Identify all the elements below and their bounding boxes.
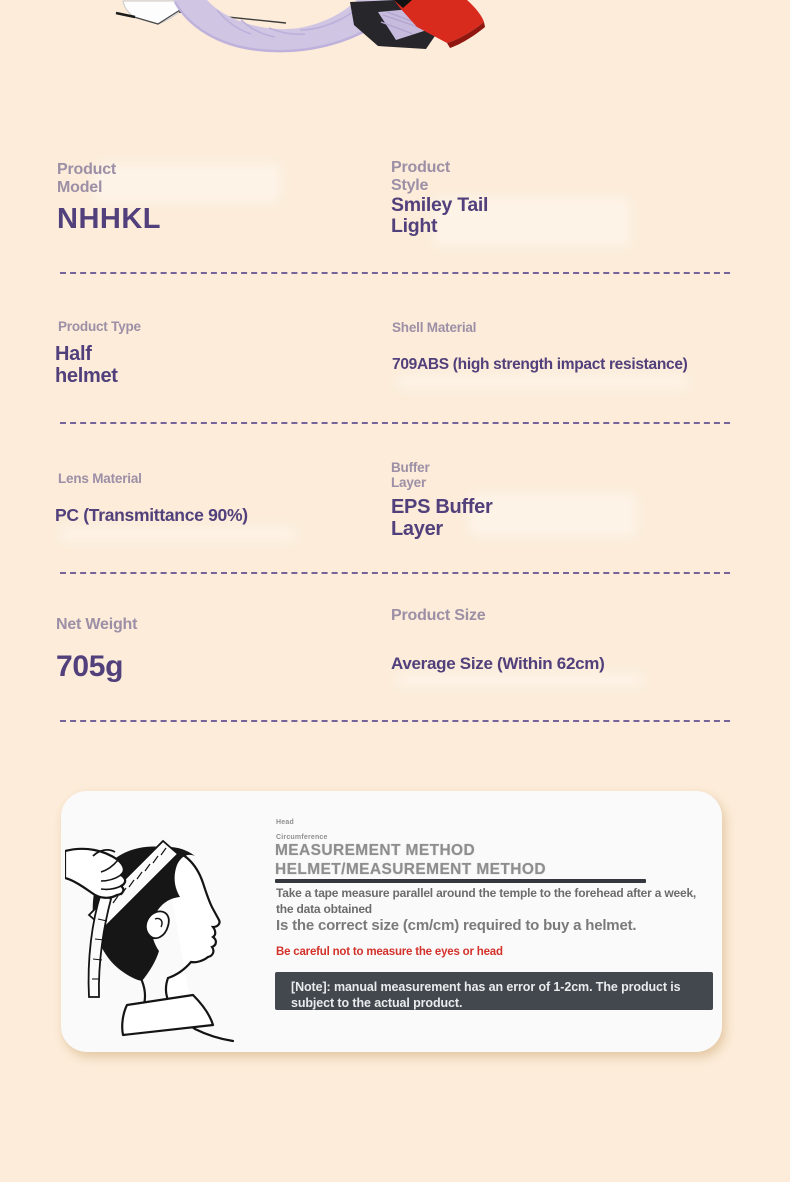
heading-underline <box>275 879 646 883</box>
translation-ghost <box>58 526 298 542</box>
spec-label-lens-material: Lens Material <box>58 471 142 486</box>
instruction-text: Take a tape measure parallel around the temple to the forehead after a week, the data obtained <box>276 886 697 916</box>
spec-value-product-size: Average Size (Within 62cm) <box>391 654 605 673</box>
measurement-illustration <box>65 799 253 1045</box>
spec-value-lens-material: PC (Transmittance 90%) <box>55 505 248 525</box>
card-heading-line2: HELMET/MEASUREMENT METHOD <box>275 861 546 878</box>
spec-value-product-model: NHHKL <box>57 203 161 235</box>
product-photo-fragment <box>95 0 495 62</box>
hand <box>65 849 125 898</box>
section-divider <box>60 572 730 574</box>
translation-ghost <box>395 374 690 390</box>
spec-label-product-model: Product Model <box>57 161 117 197</box>
warning-text: Be careful not to measure the eyes or head <box>276 946 503 958</box>
section-divider <box>60 422 730 424</box>
spec-label-net-weight: Net Weight <box>56 616 138 633</box>
spec-label-product-size: Product Size <box>391 607 486 624</box>
micro-label-head: Head <box>276 819 294 826</box>
micro-label-circumference: Circumference <box>276 834 328 841</box>
instruction-emphasis-text: Is the correct size (cm/cm) required to buy a helmet. <box>276 917 637 934</box>
spec-label-product-type: Product Type <box>58 319 141 334</box>
translation-ghost <box>395 672 645 688</box>
section-divider <box>60 272 730 274</box>
spec-value-shell-material: 709ABS (high strength impact resistance) <box>392 356 688 373</box>
spec-label-shell-material: Shell Material <box>392 320 477 335</box>
spec-value-product-type: Half helmet <box>55 343 118 387</box>
spec-value-buffer-layer: EPS Buffer Layer <box>391 496 493 540</box>
spec-value-product-style: Smiley Tail Light <box>391 194 489 238</box>
note-box: [Note]: manual measurement has an error of 1-2cm. The product is subject to the actual product. <box>275 972 713 1010</box>
spec-value-net-weight: 705g <box>56 650 124 683</box>
section-divider <box>60 720 730 722</box>
measurement-method-card <box>61 791 722 1052</box>
collar <box>122 995 213 1035</box>
spec-label-product-style: Product Style <box>391 159 451 195</box>
card-heading-line1: MEASUREMENT METHOD <box>275 842 476 859</box>
spec-label-buffer-layer: Buffer Layer <box>391 460 430 491</box>
